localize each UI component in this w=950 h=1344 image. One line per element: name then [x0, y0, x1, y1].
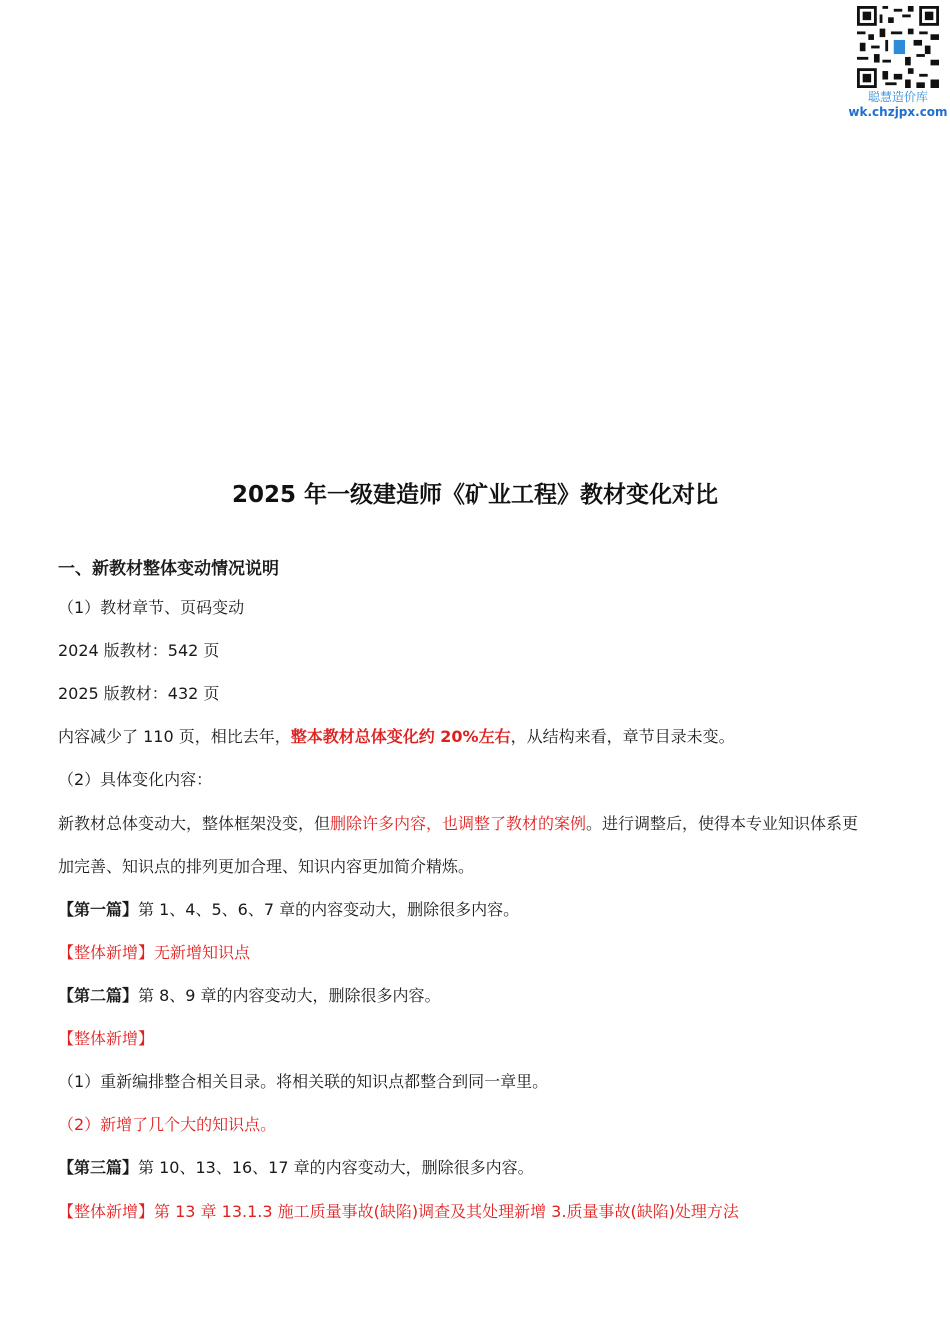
logo-url[interactable]: wk.chzjpx.com: [848, 105, 948, 119]
part3-new-label: 【整体新增】: [58, 1202, 155, 1221]
reduction-text: 内容减少了 110 页，相比去年，: [58, 727, 291, 746]
part2-new-label: 【整体新增】: [58, 1029, 155, 1048]
edition-2024-pages: 2024 版教材：542 页: [58, 641, 220, 660]
reduction-paragraph: [58, 726, 908, 748]
part1-text: 第 1、4、5、6、7 章的内容变动大，删除很多内容。: [138, 900, 520, 919]
part3-label: 【第三篇】: [58, 1158, 139, 1177]
logo-name: 聪慧造价库: [867, 90, 928, 104]
part2-text: 第 8、9 章的内容变动大，删除很多内容。: [138, 986, 441, 1005]
item-chapter-page-change: （1）教材章节、页码变动: [58, 598, 245, 617]
change-paragraph-line1: [58, 813, 908, 835]
part3-line: [58, 1157, 908, 1179]
part1-new-line: [58, 942, 908, 964]
overall-change-highlight: 整本教材总体变化约 20%左右: [290, 727, 511, 746]
change-text: 新教材总体变动大，整体框架没变，但: [58, 814, 331, 833]
part3-new-line: [58, 1201, 908, 1223]
section-heading: 一、新教材整体变动情况说明: [58, 559, 279, 579]
change-paragraph-line2: 加完善、知识点的排列更加合理、知识内容更加简介精炼。: [58, 857, 475, 876]
part1-new-text: 无新增知识点: [154, 943, 251, 962]
part2-sub1: （1）重新编排整合相关目录。将相关联的知识点都整合到同一章里。: [58, 1072, 549, 1091]
structure-note: ，从结构来看，章节目录未变。: [510, 727, 735, 746]
part1-line: [58, 899, 908, 921]
part1-new-label: 【整体新增】: [58, 943, 155, 962]
document-title: 2025 年一级建造师《矿业工程》教材变化对比: [231, 482, 719, 508]
part2-sub2: （2）新增了几个大的知识点。: [58, 1115, 277, 1134]
part3-text: 第 10、13、16、17 章的内容变动大，删除很多内容。: [138, 1158, 534, 1177]
site-logo: [848, 6, 948, 120]
part2-label: 【第二篇】: [58, 986, 139, 1005]
edition-2025-pages: 2025 版教材：432 页: [58, 684, 220, 703]
qr-code-icon: [857, 6, 939, 88]
change-text-cont: 。进行调整后，使得本专业知识体系更: [586, 814, 859, 833]
part3-new-text: 第 13 章 13.1.3 施工质量事故(缺陷)调查及其处理新增 3.质量事故(缺陷)处理方法: [154, 1202, 739, 1221]
deletion-highlight: 删除许多内容，也调整了教材的案例: [330, 814, 587, 833]
item-specific-changes: （2）具体变化内容：: [58, 770, 213, 789]
part1-label: 【第一篇】: [58, 900, 139, 919]
part2-line: [58, 985, 908, 1007]
